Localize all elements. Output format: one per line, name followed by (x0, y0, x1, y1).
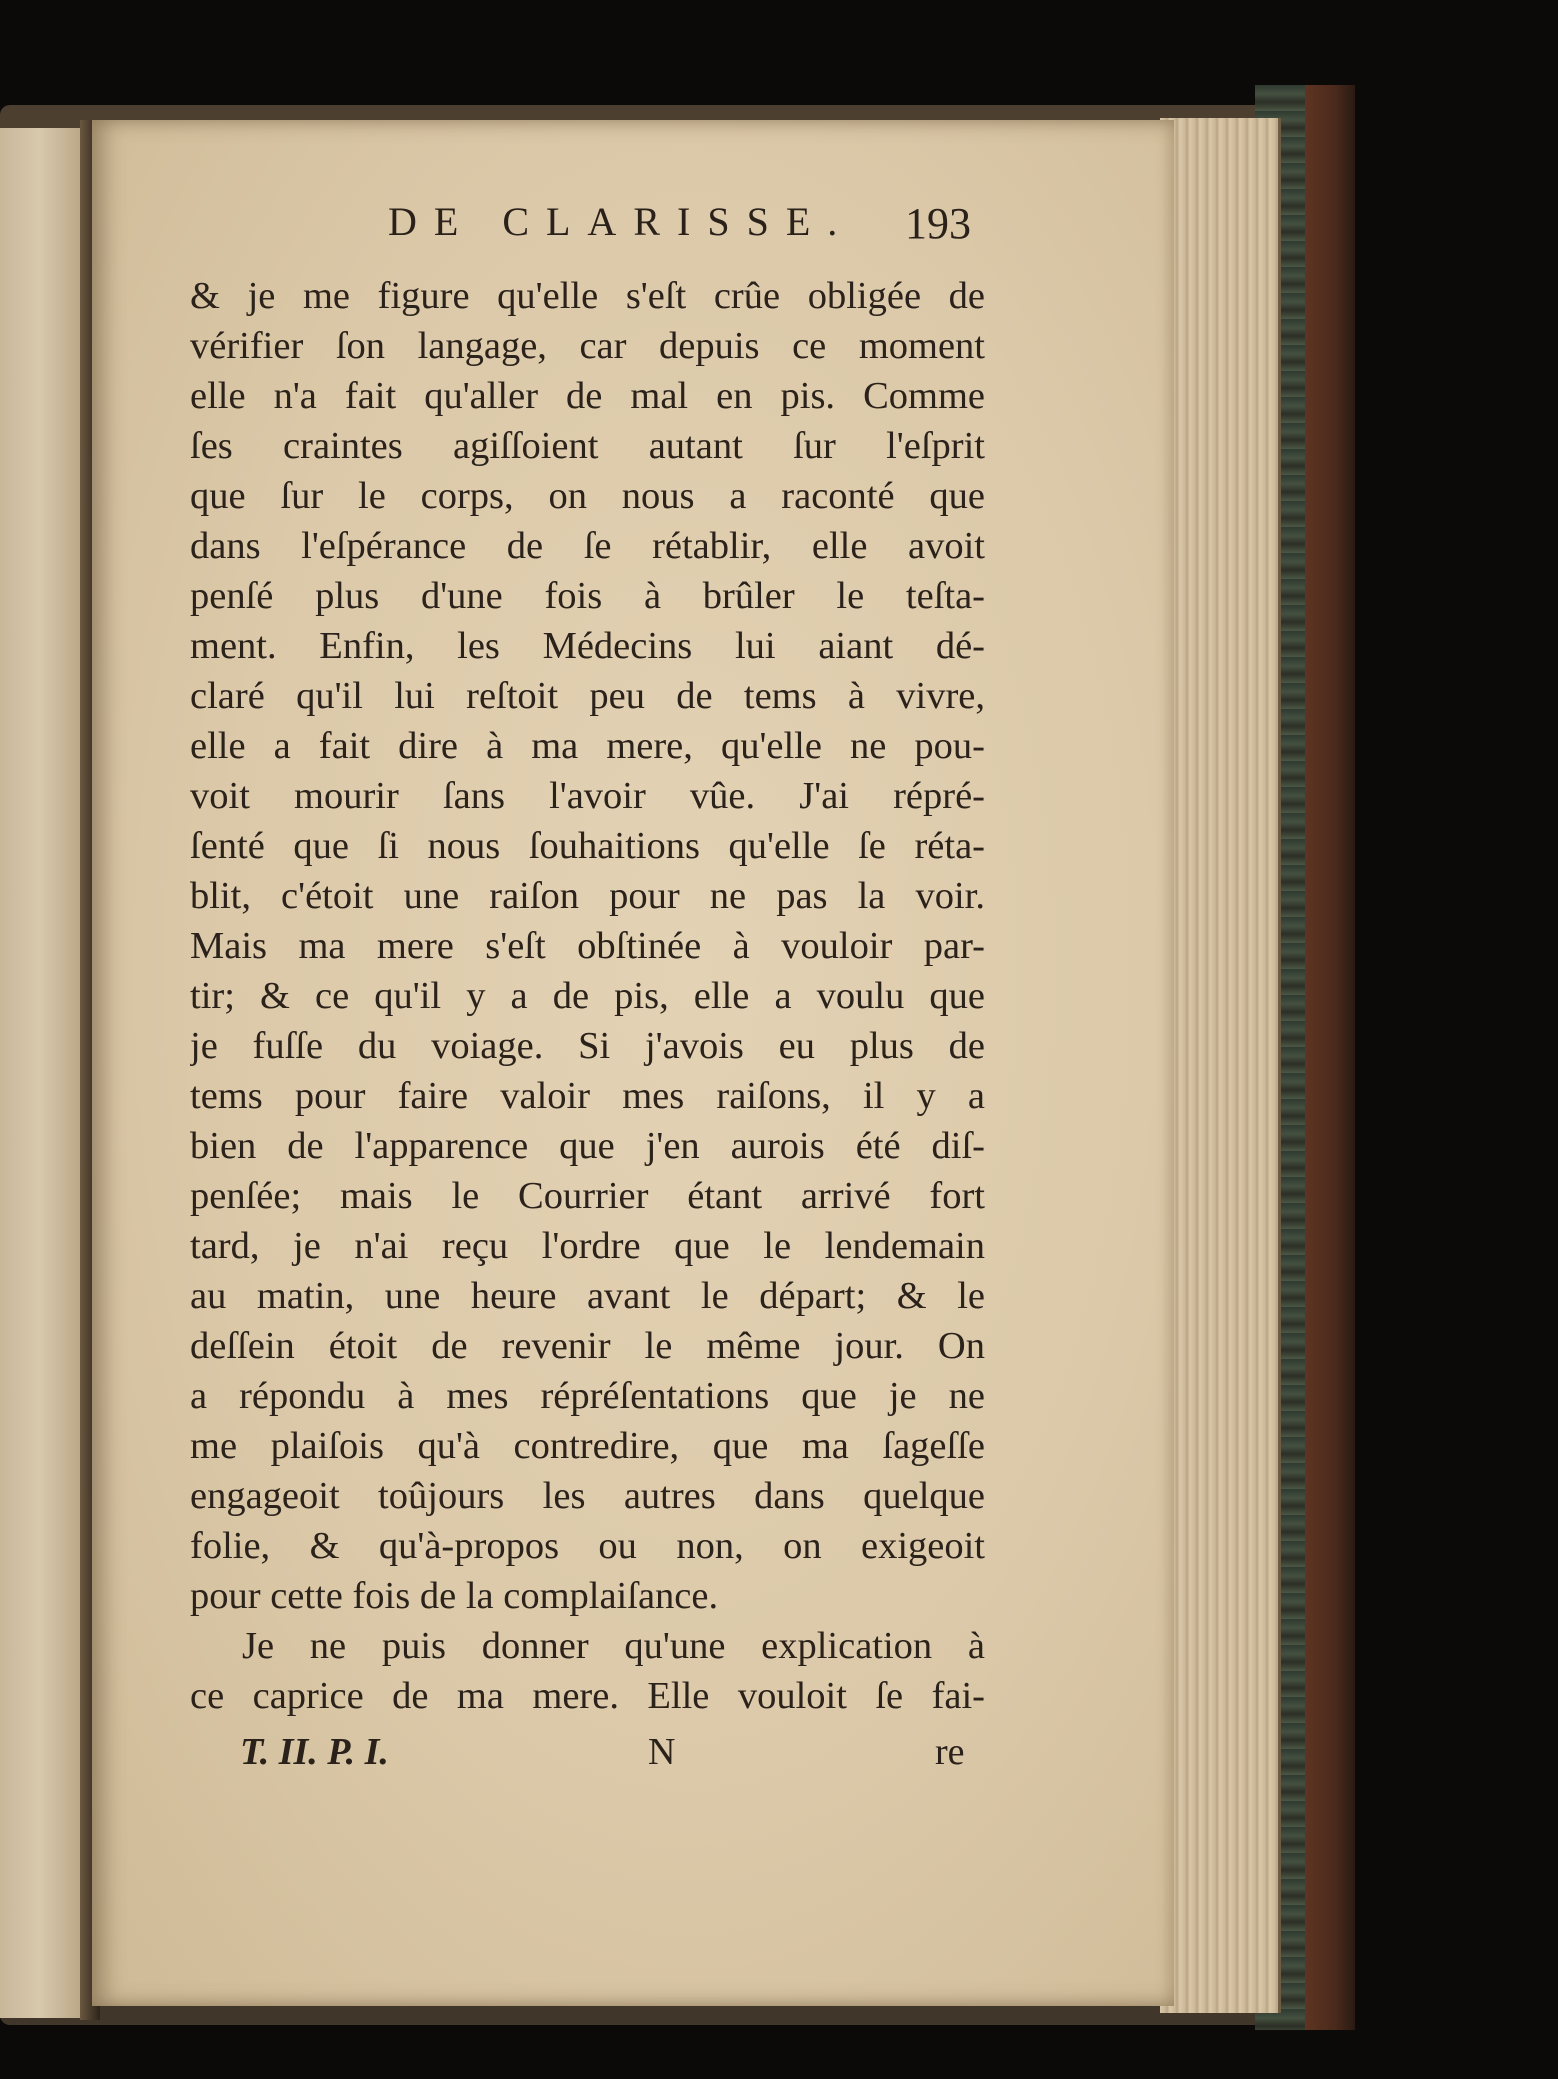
paragraph-end-line: pour cette fois de la complaiſance. (190, 1575, 719, 1617)
text-line: vérifier ſon langage, car depuis ce moment (190, 325, 985, 367)
text-line: me plaiſois qu'à contredire, que ma ſageſſe (190, 1425, 985, 1467)
text-line: penſé plus d'une fois à brûler le teſta- (190, 575, 985, 617)
text-line: folie, & qu'à-propos ou non, on exigeoit (190, 1525, 985, 1567)
signature-volume: T. II. P. I. (240, 1731, 389, 1773)
text-line: tems pour faire valoir mes raiſons, il y a (190, 1075, 985, 1117)
text-line: ſenté que ſi nous ſouhaitions qu'elle ſe réta- (190, 825, 985, 867)
text-line: engageoit toûjours les autres dans quelque (190, 1475, 985, 1517)
text-line: & je me figure qu'elle s'eſt crûe obligée de (190, 275, 985, 317)
text-line: au matin, une heure avant le départ; & le (190, 1275, 985, 1317)
body-text (190, 271, 985, 1721)
text-line: elle n'a fait qu'aller de mal en pis. Comme (190, 375, 985, 417)
text-line: bien de l'apparence que j'en aurois été diſ- (190, 1125, 985, 1167)
text-line: voit mourir ſans l'avoir vûe. J'ai répré- (190, 775, 985, 817)
text-line: ce caprice de ma mere. Elle vouloit ſe fai- (190, 1675, 985, 1717)
text-line: elle a fait dire à ma mere, qu'elle ne pou- (190, 725, 985, 767)
running-title: DE CLARISSE. (388, 199, 855, 244)
text-line: ment. Enfin, les Médecins lui aiant dé- (190, 625, 985, 667)
text-line: claré qu'il lui reſtoit peu de tems à vivre, (190, 675, 985, 717)
text-line: a répondu à mes répréſentations que je ne (190, 1375, 985, 1417)
catchword: re (935, 1731, 965, 1773)
signature-letter: N (648, 1731, 676, 1773)
paragraph-start-line: Je ne puis donner qu'une explication à (242, 1625, 985, 1667)
text-line: penſée; mais le Courrier étant arrivé fort (190, 1175, 985, 1217)
text-line: je fuſſe du voiage. Si j'avois eu plus de (190, 1025, 985, 1067)
text-line: tard, je n'ai reçu l'ordre que le lendemain (190, 1225, 985, 1267)
page-footer (0, 1730, 1558, 1790)
text-line: Mais ma mere s'eſt obſtinée à vouloir par- (190, 925, 985, 967)
text-line: que ſur le corps, on nous a raconté que (190, 475, 985, 517)
text-line: tir; & ce qu'il y a de pis, elle a voulu que (190, 975, 985, 1017)
text-line: deſſein étoit de revenir le même jour. On (190, 1325, 985, 1367)
text-line: ſes craintes agiſſoient autant ſur l'eſprit (190, 425, 985, 467)
page-number: 193 (905, 199, 971, 248)
text-line: dans l'eſpérance de ſe rétablir, elle avoit (190, 525, 985, 567)
text-line: blit, c'étoit une raiſon pour ne pas la voir. (190, 875, 985, 917)
page-block-edges (1160, 118, 1281, 2013)
page-header (0, 198, 1558, 258)
